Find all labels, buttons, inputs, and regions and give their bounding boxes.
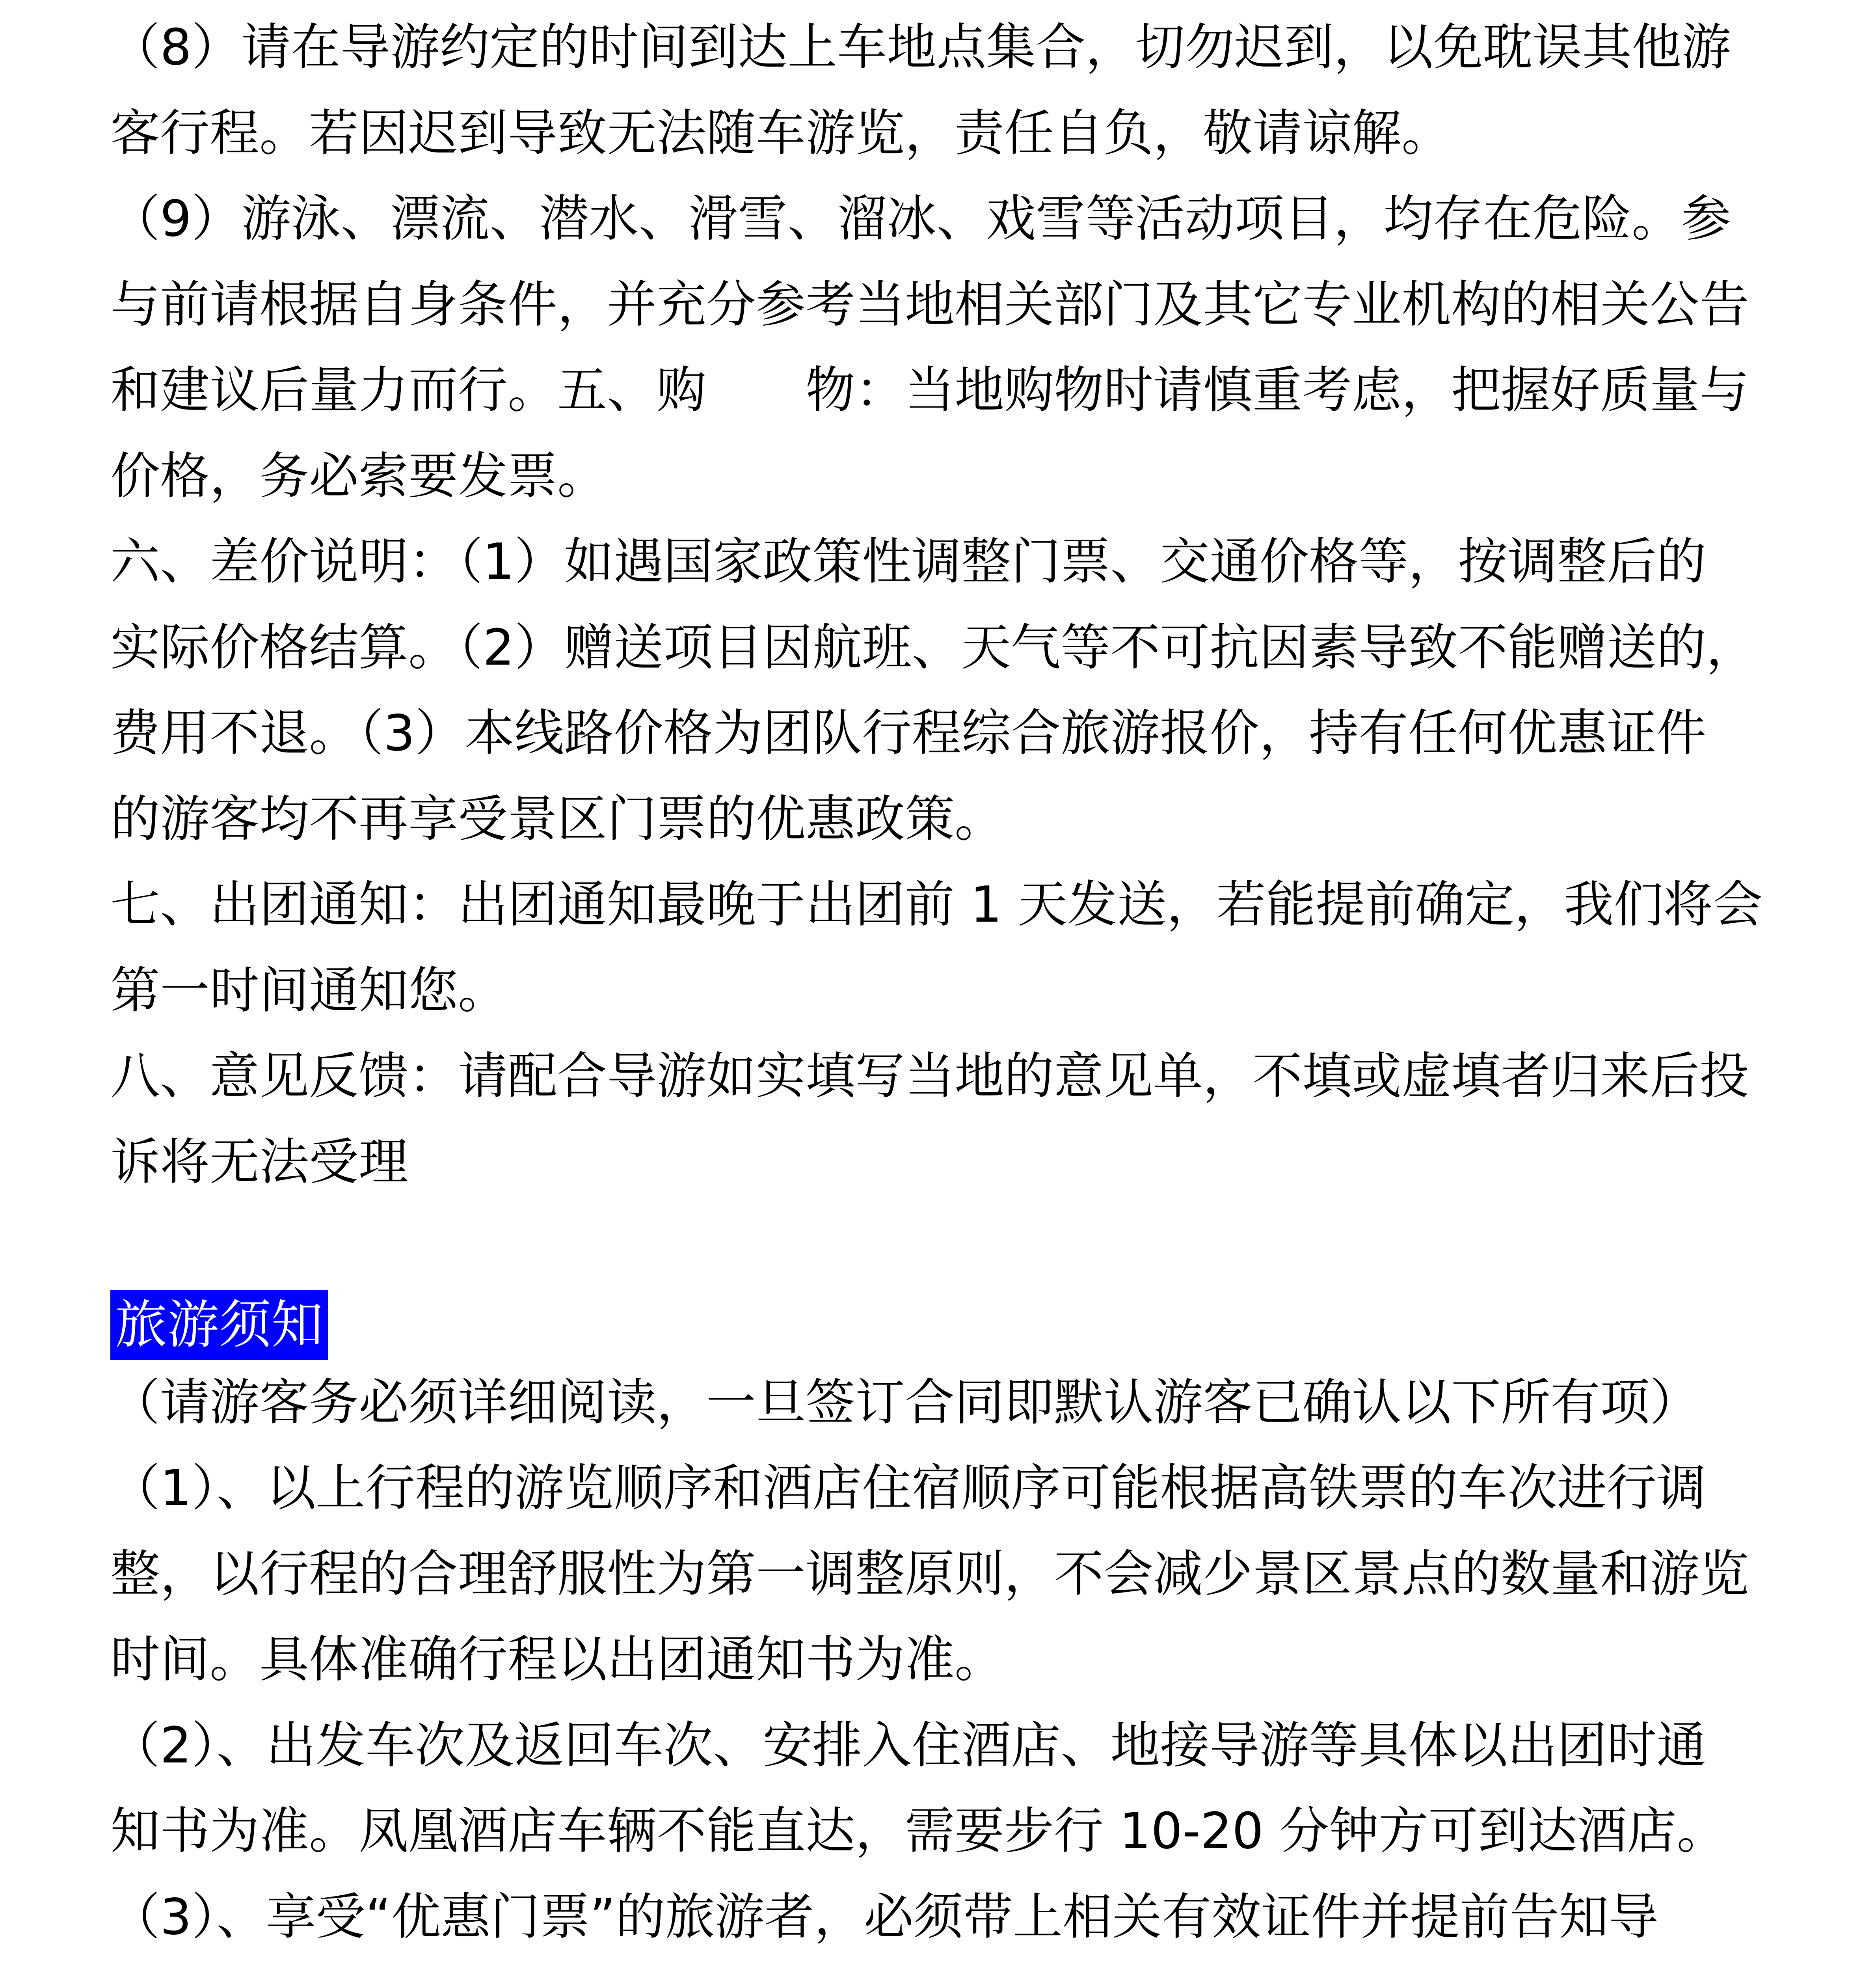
note-line: 客行程。若因迟到导致无法随车游览，责任自负，敬请谅解。 [110,104,1451,162]
note-line: 与前请根据自身条件，并充分参考当地相关部门及其它专业机构的相关公告 [110,276,1749,333]
notice-line: 时间。具体准确行程以出团通知书为准。 [110,1630,1004,1688]
notice-line: （请游客务必须详细阅读，一旦签订合同即默认游客已确认以下所有项） [110,1373,1699,1431]
note-line: 和建议后量力而行。五、购 物：当地购物时请慎重考虑，把握好质量与 [110,361,1749,419]
note-line: （8）请在导游约定的时间到达上车地点集合，切勿迟到，以免耽误其他游 [110,18,1731,76]
notice-line: 整，以行程的合理舒服性为第一调整原则，不会减少景区景点的数量和游览 [110,1545,1749,1603]
note-line: 第一时间通知您。 [110,961,508,1019]
note-line: 七、出团通知：出团通知最晚于出团前 1 天发送，若能提前确定，我们将会 [110,876,1763,933]
note-line: 的游客均不再享受景区门票的优惠政策。 [110,790,1004,848]
section-heading-travel-notice: 旅游须知 [110,1290,328,1360]
note-line: 实际价格结算。（2）赠送项目因航班、天气等不可抗因素导致不能赠送的， [110,618,1756,676]
notice-line: （2）、出发车次及返回车次、安排入住酒店、地接导游等具体以出团时通 [110,1716,1707,1774]
note-line: 诉将无法受理 [110,1133,408,1191]
notice-line: 知书为准。凤凰酒店车辆不能直达，需要步行 10-20 分钟方可到达酒店。 [110,1802,1727,1860]
note-line: 八、意见反馈：请配合导游如实填写当地的意见单，不填或虚填者归来后投 [110,1047,1749,1105]
notice-line: （3）、享受“优惠门票”的旅游者，必须带上相关有效证件并提前告知导 [110,1888,1658,1946]
note-line: （9）游泳、漂流、潜水、滑雪、溜冰、戏雪等活动项目，均存在危险。参 [110,190,1731,248]
notice-line: （1）、以上行程的游览顺序和酒店住宿顺序可能根据高铁票的车次进行调 [110,1459,1707,1517]
note-line: 价格，务必索要发票。 [110,447,607,505]
note-line: 费用不退。（3）本线路价格为团队行程综合旅游报价，持有任何优惠证件 [110,704,1707,762]
note-line: 六、差价说明：（1）如遇国家政策性调整门票、交通价格等，按调整后的 [110,533,1707,591]
